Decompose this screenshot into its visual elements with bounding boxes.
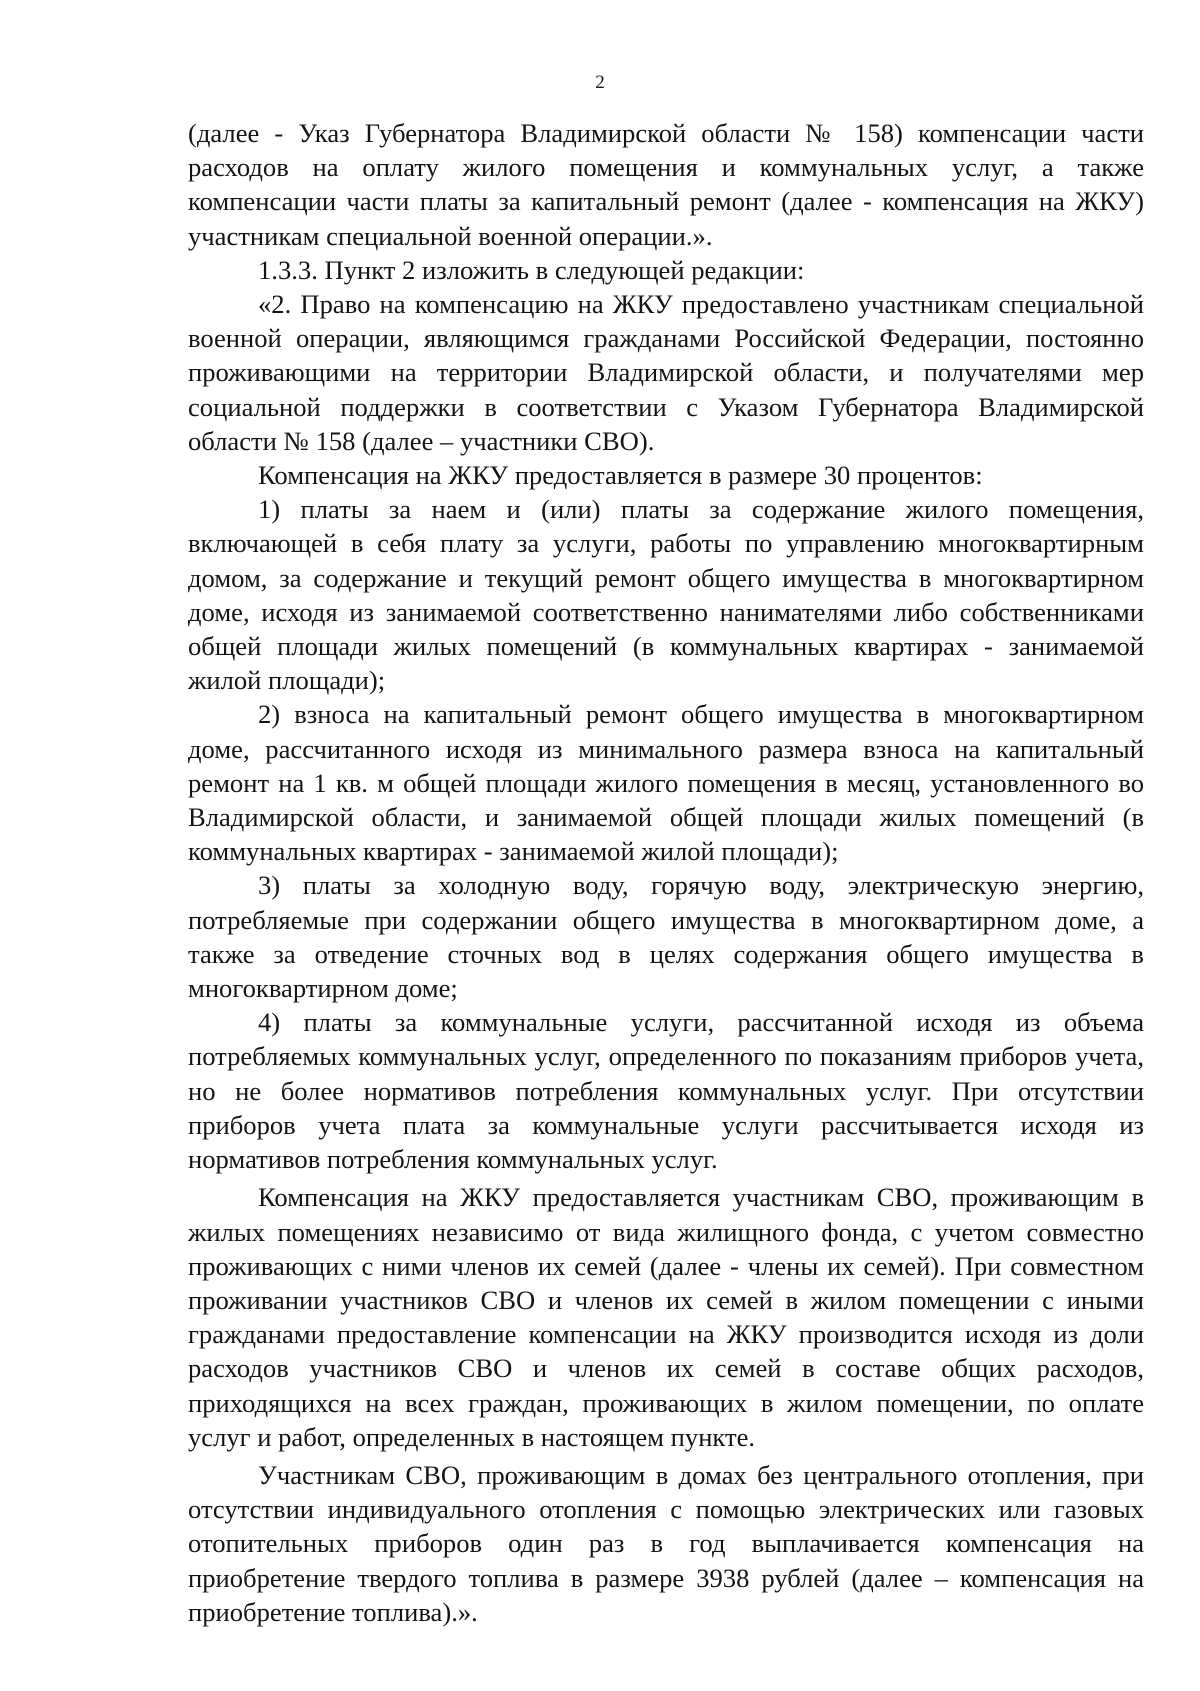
list-item-1-housing-fee: 1) платы за наем и (или) платы за содержание жилого помещения, включающей в себя плату за услуги, работы по управлению многоквартирным домом, за содержание и текущий ремонт общего имущества в многоквартирном доме, исходя из занимаемой соответственно нанимателями либо собственниками общей площади жилых помещений (в коммунальных квартирах - занимаемой жилой площади); xyxy=(188,494,1144,696)
paragraph-solid-fuel: Участникам СВО, проживающим в домах без центрального отопления, при отсутствии индивидуального отопления с помощью электрических или газовых отопительных приборов один раз в год выплачивается компенсация на приобретение твердого топлива в размере 3938 рублей (далее – компенсация на приобретение топлива).». xyxy=(188,1459,1144,1627)
paragraph-family-members: Компенсация на ЖКУ предоставляется участникам СВО, проживающим в жилых помещениях независимо от вида жилищного фонда, с учетом совместно проживающих с ними членов их семей (далее - члены их семей). При совместном проживании участников СВО и членов их семей в жилом помещении с иными гражданами предоставление компенсации на ЖКУ производится исходя из доли расходов участников СВО и членов их семей в составе общих расходов, приходящихся на всех граждан, проживающих в жилом помещении, по оплате услуг и работ, определенных в настоящем пункте. xyxy=(188,1182,1144,1452)
page-number: 2 xyxy=(595,72,605,93)
list-item-3-common-property-utilities: 3) платы за холодную воду, горячую воду, электрическую энергию, потребляемые при содержании общего имущества в многоквартирном доме, а также за отведение сточных вод в целях содержания общего имущества в многоквартирном доме; xyxy=(188,870,1144,1004)
paragraph-right-to-compensation: «2. Право на компенсацию на ЖКУ предоставлено участникам специальной военной операции, являющимся гражданами Российской Федерации, постоянно проживающими на территории Владимирской области, и получателями мер социальной поддержки в соответствии с Указом Губернатора Владимирской области № 158 (далее – участники СВО). xyxy=(188,289,1144,456)
document-body xyxy=(188,116,1144,1629)
paragraph-decree-reference: (далее - Указ Губернатора Владимирской области № 158) компенсации части расходов на оплату жилого помещения и коммунальных услуг, а также компенсации части платы за капитальный ремонт (далее - компенсация на ЖКУ) участникам специальной военной операции.». xyxy=(188,118,1144,251)
list-item-4-utilities: 4) платы за коммунальные услуги, рассчитанной исходя из объема потребляемых коммунальных услуг, определенного по показаниям приборов учета, но не более нормативов потребления коммунальных услуг. При отсутствии приборов учета плата за коммунальные услуги рассчитывается исходя из нормативов потребления коммунальных услуг. xyxy=(188,1007,1144,1175)
list-item-2-capital-repair: 2) взноса на капитальный ремонт общего имущества в многоквартирном доме, рассчитанного исходя из минимального размера взноса на капитальный ремонт на 1 кв. м общей площади жилого помещения в месяц, установленного во Владимирской области, и занимаемой общей площади жилых помещений (в коммунальных квартирах - занимаемой жилой площади); xyxy=(188,699,1144,867)
paragraph-compensation-rate: Компенсация на ЖКУ предоставляется в размере 30 процентов: xyxy=(258,460,983,491)
paragraph-item-1-3-3: 1.3.3. Пункт 2 изложить в следующей редакции: xyxy=(258,254,805,285)
